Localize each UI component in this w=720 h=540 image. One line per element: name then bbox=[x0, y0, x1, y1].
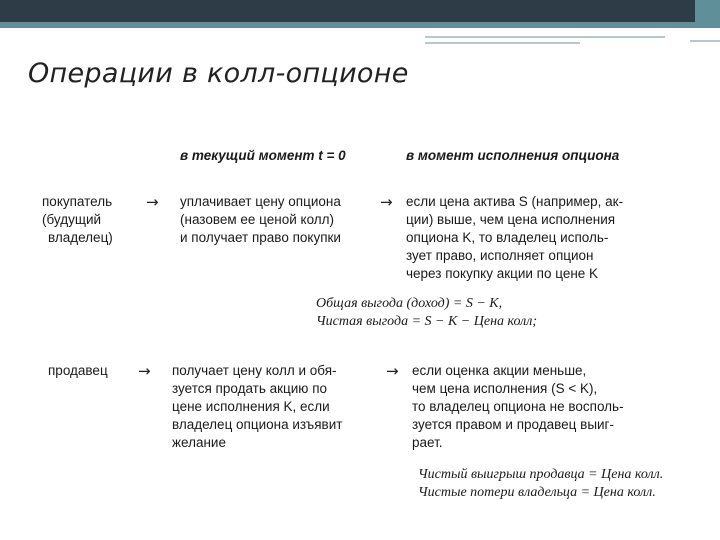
text-line: получает цену колл и обя- bbox=[172, 363, 337, 378]
text-line: зуется правом и продавец выиг- bbox=[412, 417, 614, 432]
text-line: ции) выше, чем цена исполнения bbox=[406, 212, 616, 227]
text-line: покупатель bbox=[42, 194, 113, 209]
formula-line: Чистые потери владельца = Цена колл. bbox=[418, 485, 656, 500]
text-line: то владелец опциона не восполь- bbox=[412, 399, 624, 414]
text-line: владелец опциона изъявит bbox=[172, 417, 343, 432]
text-line: если оценка акции меньше, bbox=[412, 363, 587, 378]
header-current-moment: в текущий момент t = 0 bbox=[180, 148, 346, 163]
decor-line bbox=[690, 40, 720, 42]
buyer-result bbox=[406, 193, 623, 283]
text-line: цене исполнения K, если bbox=[172, 399, 330, 414]
text-line: если цена актива S (например, ак- bbox=[406, 194, 624, 209]
arrow-icon: → bbox=[138, 362, 151, 380]
text-line: рает. bbox=[412, 435, 443, 450]
arrow-icon: → bbox=[380, 193, 393, 211]
text-line: через покупку акции по цене K bbox=[406, 266, 599, 281]
slide-top-accent bbox=[0, 22, 720, 28]
formula-line: Чистый выигрыш продавца = Цена колл. bbox=[418, 467, 664, 482]
text-line: зует право, исполняет опцион bbox=[406, 248, 594, 263]
seller-label bbox=[48, 362, 108, 380]
seller-action bbox=[172, 362, 342, 452]
text-line: (будущий bbox=[42, 212, 102, 227]
text-line: опциона K, то владелец исполь- bbox=[406, 230, 609, 245]
seller-formulas bbox=[418, 466, 663, 502]
buyer-action bbox=[180, 193, 341, 247]
slide-top-band bbox=[0, 0, 720, 22]
slide-top-notch bbox=[695, 0, 720, 28]
decor-line bbox=[425, 42, 580, 44]
decor-line bbox=[425, 36, 665, 38]
buyer-label bbox=[42, 193, 113, 247]
formula-line: Чистая выгода = S − K − Цена колл; bbox=[316, 314, 538, 329]
header-exercise-moment: в момент исполнения опциона bbox=[406, 148, 620, 163]
formula-line: Общая выгода (доход) = S − K, bbox=[316, 296, 503, 311]
text-line: продавец bbox=[48, 363, 108, 378]
slide-title: Операции в колл-опционе bbox=[28, 58, 409, 89]
arrow-icon: → bbox=[386, 362, 399, 380]
arrow-icon: → bbox=[146, 193, 159, 211]
text-line: и получает право покупки bbox=[180, 230, 341, 245]
text-line: (назовем ее ценой колл) bbox=[180, 212, 335, 227]
text-line: зуется продать акцию по bbox=[172, 381, 328, 396]
text-line: уплачивает цену опциона bbox=[180, 194, 341, 209]
text-line: владелец) bbox=[48, 230, 113, 245]
text-line: желание bbox=[172, 435, 226, 450]
text-line: чем цена исполнения (S < K), bbox=[412, 381, 598, 396]
buyer-formulas bbox=[316, 295, 537, 331]
seller-result bbox=[412, 362, 624, 452]
